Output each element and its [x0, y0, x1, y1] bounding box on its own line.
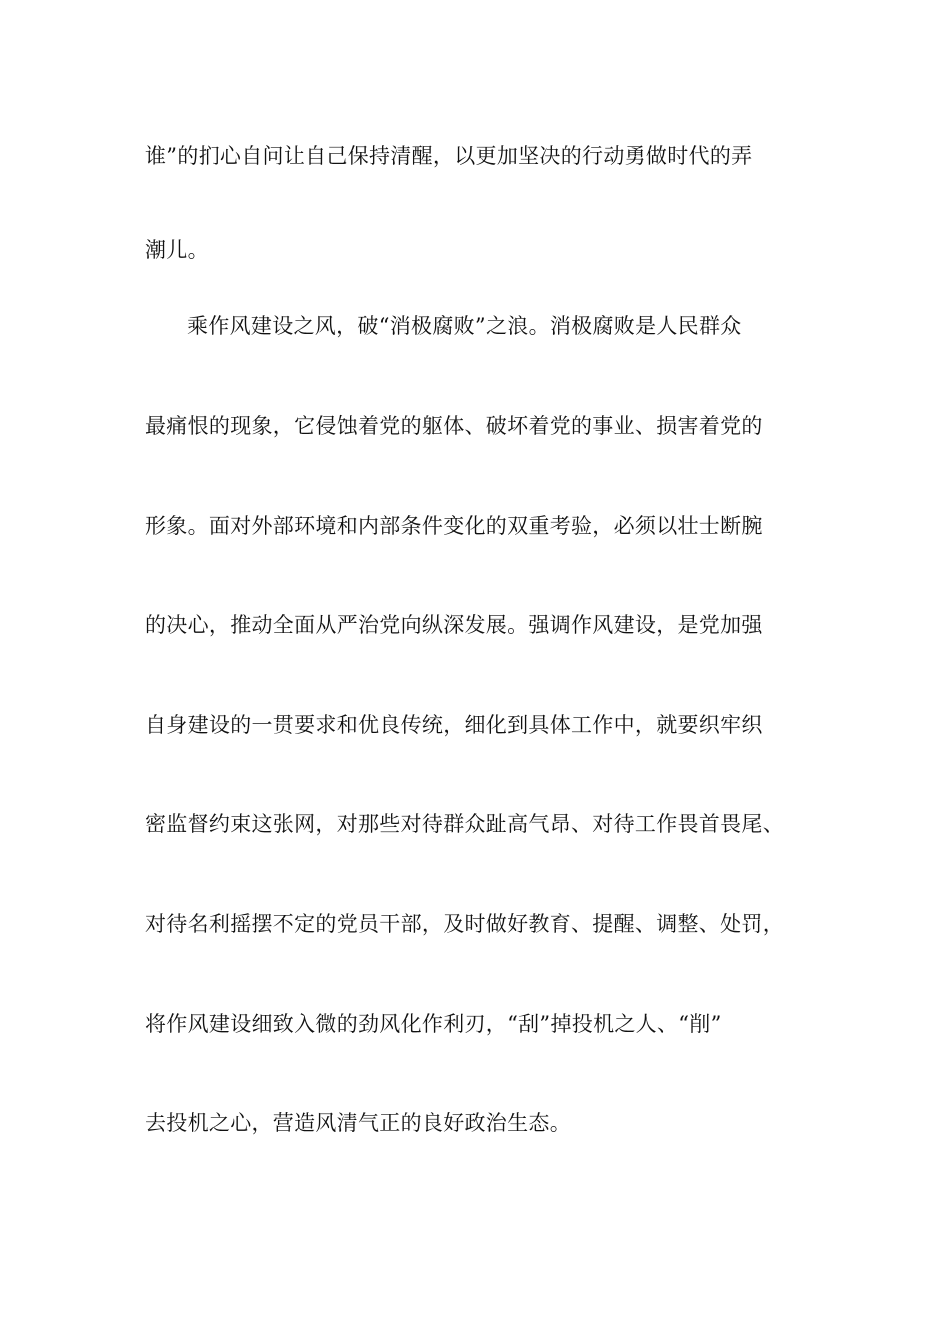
text-line: 自身建设的一贯要求和优良传统，细化到具体工作中，就要织牢织: [145, 713, 763, 737]
text-line: 潮儿。: [145, 238, 209, 262]
text-line: 形象。面对外部环境和内部条件变化的双重考验，必须以壮士断腕: [145, 514, 763, 538]
text-line: 将作风建设细致入微的劲风化作利刃，“刮”掉投机之人、“削”: [145, 1012, 722, 1036]
text-line: 的决心，推动全面从严治党向纵深发展。强调作风建设，是党加强: [145, 613, 763, 637]
text-line: 去投机之心，营造风清气正的良好政治生态。: [145, 1111, 571, 1135]
text-line: 最痛恨的现象，它侵蚀着党的躯体、破坏着党的事业、损害着党的: [145, 414, 763, 438]
paragraph-first-line: 乘作风建设之风，破“消极腐败”之浪。消极腐败是人民群众: [187, 314, 742, 338]
text-line: 谁”的扪心自问让自己保持清醒，以更加坚决的行动勇做时代的弄: [145, 144, 753, 168]
text-line: 对待名利摇摆不定的党员干部，及时做好教育、提醒、调整、处罚，: [145, 912, 784, 936]
text-line: 密监督约束这张网，对那些对待群众趾高气昂、对待工作畏首畏尾、: [145, 812, 784, 836]
